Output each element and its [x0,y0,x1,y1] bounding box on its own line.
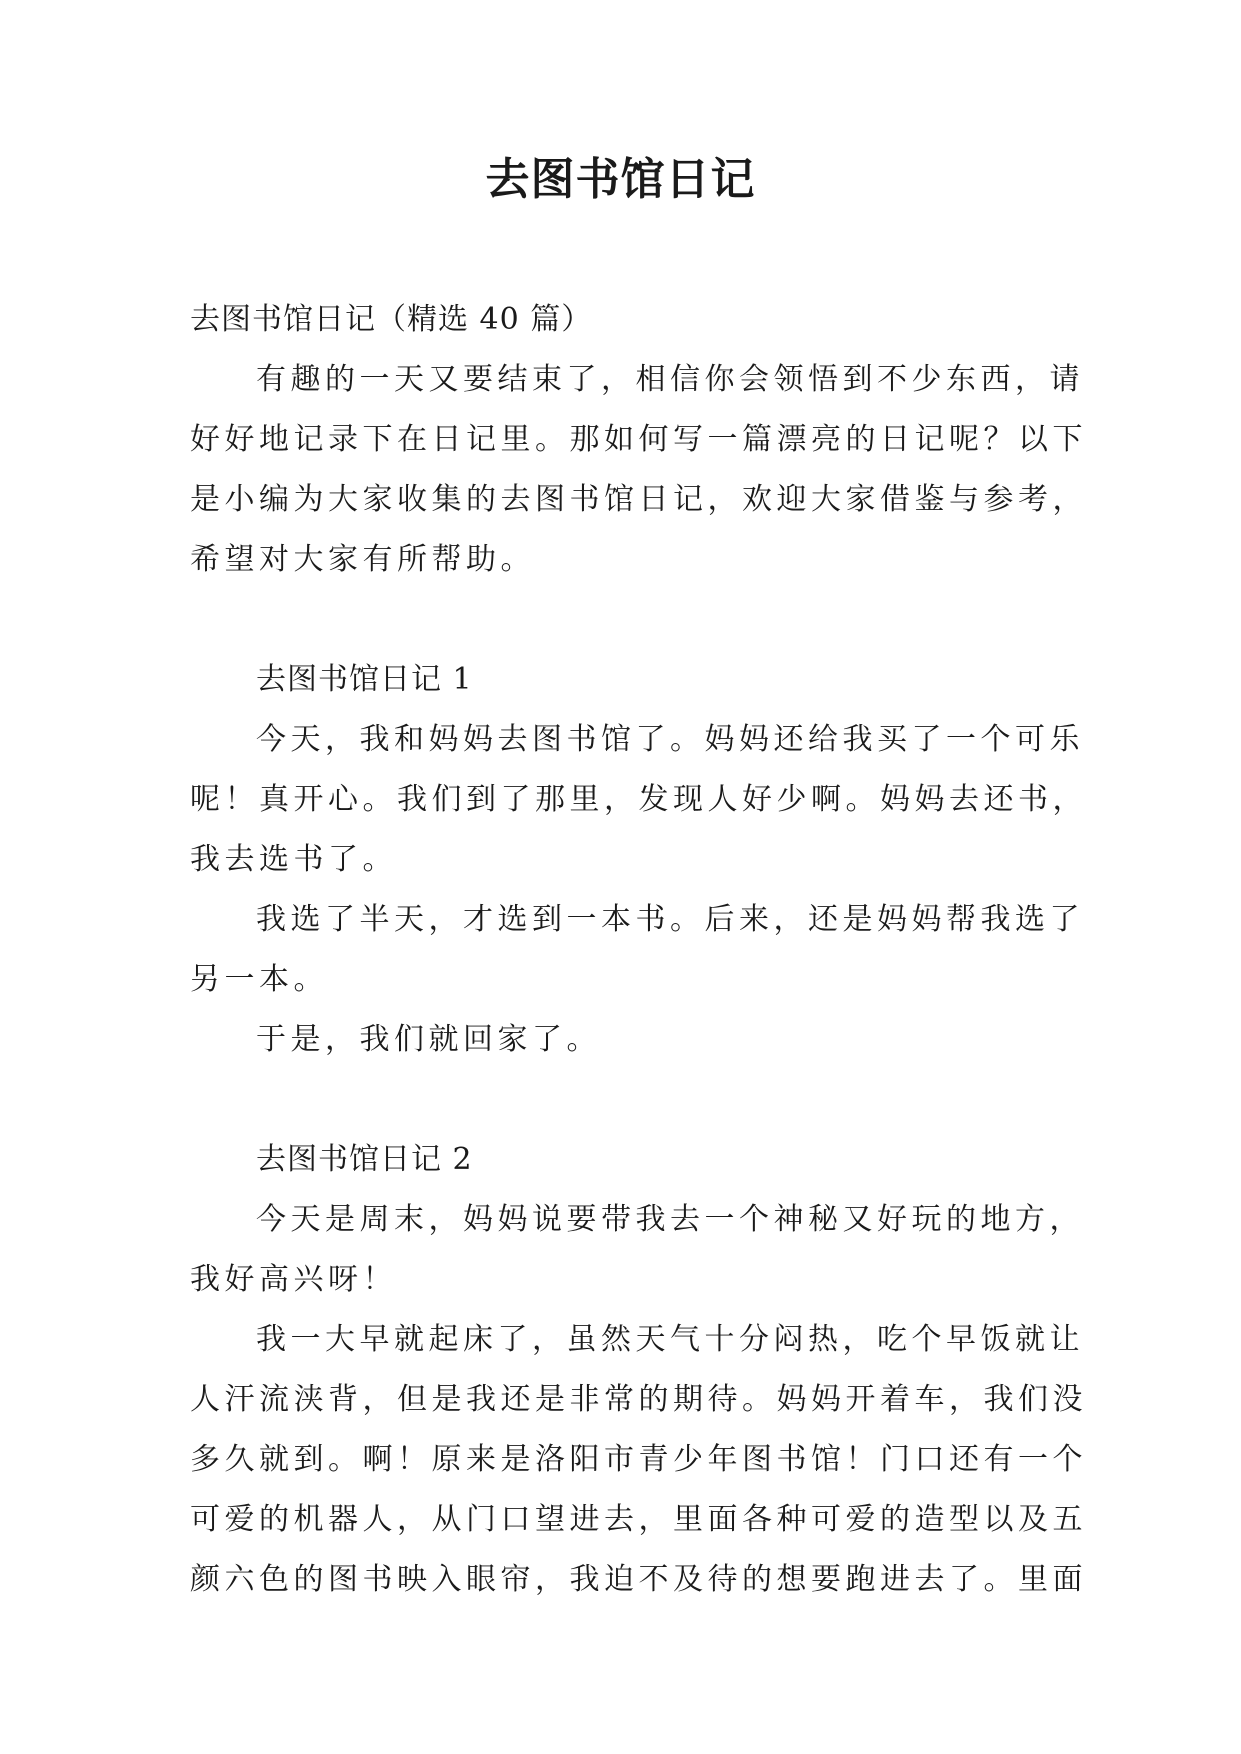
entry1-paragraph1-line: 今天，我和妈妈去图书馆了。妈妈还给我买了一个可乐 [256,722,1084,757]
entry2-paragraph1-line: 我好高兴呀！ [190,1262,397,1297]
entry1-paragraph1-line: 我去选书了。 [190,842,397,877]
entry1-paragraph2-line: 另一本。 [190,962,328,997]
intro-line: 是小编为大家收集的去图书馆日记，欢迎大家借鉴与参考， [190,482,1087,517]
entry2-paragraph2-line: 我一大早就起床了，虽然天气十分闷热，吃个早饭就让 [256,1322,1084,1357]
intro-line: 希望对大家有所帮助。 [190,542,535,577]
entry1-paragraph2-line: 我选了半天，才选到一本书。后来，还是妈妈帮我选了 [256,902,1084,937]
intro-line: 好好地记录下在日记里。那如何写一篇漂亮的日记呢？以下 [190,422,1087,457]
document-title: 去图书馆日记 [485,154,756,205]
entry2-paragraph2-line: 可爱的机器人，从门口望进去，里面各种可爱的造型以及五 [190,1502,1087,1537]
document-subtitle: 去图书馆日记（精选 40 篇） [190,302,593,337]
entry2-paragraph2-line: 颜六色的图书映入眼帘，我迫不及待的想要跑进去了。里面 [190,1562,1087,1597]
entry1-paragraph3-line: 于是，我们就回家了。 [256,1022,601,1057]
paragraph-gap [190,590,1050,650]
document-body [190,290,1087,1610]
intro-line: 有趣的一天又要结束了，相信你会领悟到不少东西，请 [256,362,1084,397]
entry2-paragraph2-line: 多久就到。啊！原来是洛阳市青少年图书馆！门口还有一个 [190,1442,1087,1477]
entry-heading-2: 去图书馆日记 2 [256,1142,473,1177]
entry-heading-1: 去图书馆日记 1 [256,662,473,697]
entry2-paragraph2-line: 人汗流浃背，但是我还是非常的期待。妈妈开着车，我们没 [190,1382,1087,1417]
paragraph-gap [190,1070,1050,1130]
entry1-paragraph1-line: 呢！真开心。我们到了那里，发现人好少啊。妈妈去还书， [190,782,1087,817]
entry2-paragraph1-line: 今天是周末，妈妈说要带我去一个神秘又好玩的地方， [256,1202,1084,1237]
